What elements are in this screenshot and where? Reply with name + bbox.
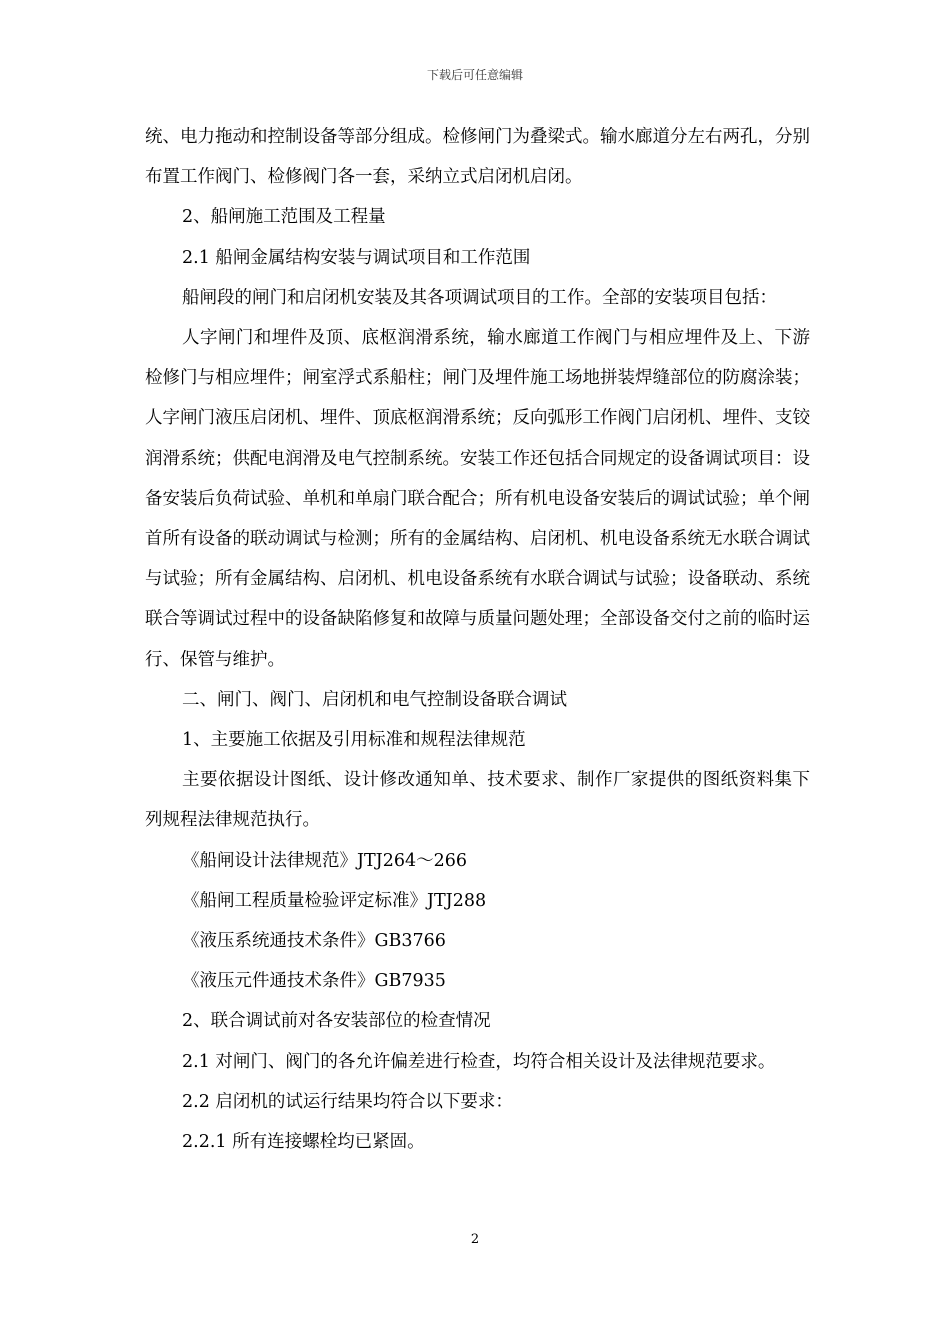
section-heading: 1、主要施工依据及引用标准和规程法律规范 — [182, 730, 526, 751]
paragraph: 2.1 对闸门、阀门的各允许偏差进行检查，均符合相关设计及法律规范要求。 — [182, 1051, 776, 1072]
paragraph: 2.2 启闭机的试运行结果均符合以下要求： — [182, 1091, 513, 1112]
standard-reference: 《船闸设计法律规范》JTJ264～266 — [182, 850, 468, 871]
paragraph: 2.2.1 所有连接螺栓均已紧固。 — [182, 1132, 425, 1153]
paragraph: 人字闸门和埋件及顶、底枢润滑系统，输水廊道工作阀门与相应埋件及上、下游检修门与相应埋件；闸室浮式系船柱；闸门及埋件施工场地拼装焊缝部位的防腐涂装；人字闸门液压启闭机、埋件、顶底枢润滑系统；反向弧形工作阀门启闭机、埋件、支铰润滑系统；供配电润滑及电气控制系统。安装工作还包括合同规定的设备调试项目：设备安装后负荷试验、单机和单扇门联合配合；所有机电设备安装后的调试试验；单个闸首所有设备的联动调试与检测；所有的金属结构、启闭机、机电设备系统无水联合调试与试验；所有金属结构、启闭机、机电设备系统有水联合调试与试验；设备联动、系统联合等调试过程中的设备缺陷修复和故障与质量问题处理；全部设备交付之前的临时运行、保管与维护。 — [145, 328, 810, 670]
subsection-heading: 2.1 船闸金属结构安装与调试项目和工作范围 — [182, 247, 531, 268]
section-heading: 2、联合调试前对各安装部位的检查情况 — [182, 1011, 491, 1032]
page-number: 2 — [470, 1232, 480, 1247]
standard-reference: 《船闸工程质量检验评定标准》JTJ288 — [182, 890, 487, 911]
paragraph: 统、电力拖动和控制设备等部分组成。检修闸门为叠梁式。输水廊道分左右两孔，分别布置工作阀门、检修阀门各一套，采纳立式启闭机启闭。 — [145, 127, 810, 188]
section-heading: 2、船闸施工范围及工程量 — [182, 207, 386, 228]
paragraph: 船闸段的闸门和启闭机安装及其各项调试项目的工作。全部的安装项目包括： — [182, 287, 777, 308]
paragraph: 主要依据设计图纸、设计修改通知单、技术要求、制作厂家提供的图纸资料集下列规程法律规范执行。 — [145, 770, 810, 831]
page-header: 下载后可任意编辑 — [426, 68, 523, 82]
chapter-heading: 二、闸门、阀门、启闭机和电气控制设备联合调试 — [182, 689, 567, 710]
standard-reference: 《液压系统通技术条件》GB3766 — [182, 931, 446, 952]
standard-reference: 《液压元件通技术条件》GB7935 — [182, 971, 446, 992]
document-body — [145, 117, 810, 1162]
